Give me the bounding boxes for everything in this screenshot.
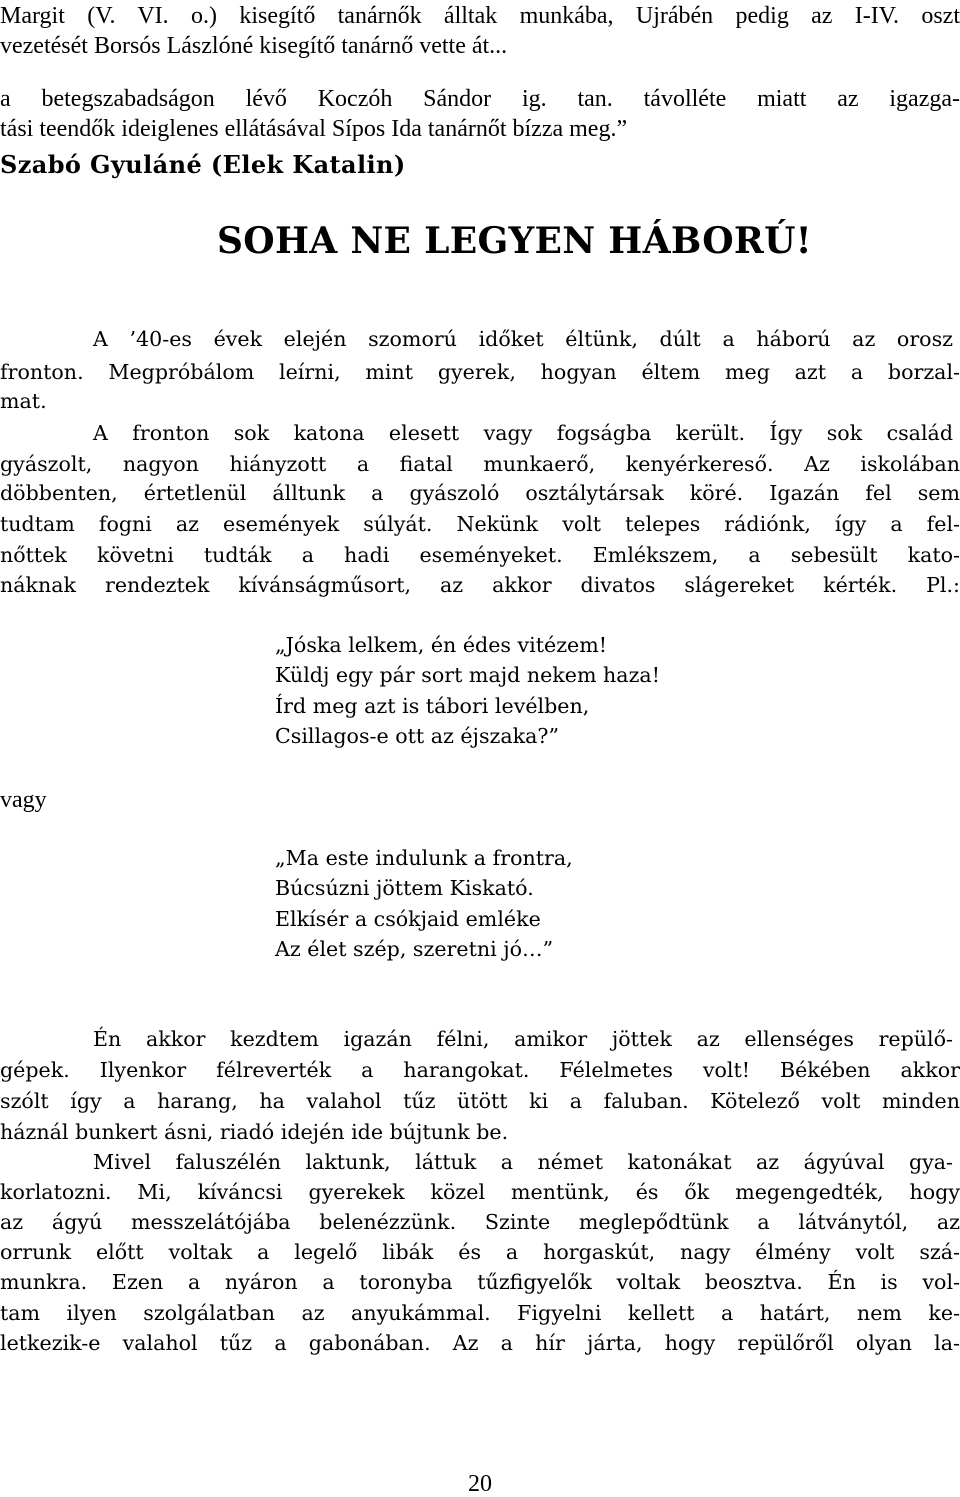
- para4-line-5: munkra. Ezen a nyáron a toronyba tűzfigyelők voltak beosztva. Én is vol-: [0, 1270, 960, 1294]
- signature: Szabó Gyuláné (Elek Katalin): [0, 150, 406, 179]
- para1-line-1: A ’40-es évek elején szomorú időket éltünk, dúlt a háború az orosz: [93, 327, 953, 351]
- para3-line-4: háznál bunkert ásni, riadó idején ide bújtunk be.: [0, 1120, 509, 1144]
- intro-line-4: tási teendők ideiglenes ellátásával Sípos Ida tanárnőt bízza meg.”: [0, 116, 628, 142]
- para4-line-3: az ágyú messzelátójába belenézzünk. Szinte meglepődtünk a látványtól, az: [0, 1210, 960, 1234]
- page-title: SOHA NE LEGYEN HÁBORÚ!: [217, 220, 812, 262]
- connector-text: vagy: [0, 787, 47, 813]
- intro-line-1: Margit (V. VI. o.) kisegítő tanárnők álltak munkába, Ujrábén pedig az I-IV. oszt: [0, 3, 960, 29]
- para2-line-4: tudtam fogni az események súlyát. Nekünk volt telepes rádiónk, így a fel-: [0, 512, 960, 536]
- para2-line-2: gyászolt, nagyon hiányzott a fiatal munkaerő, kenyérkereső. Az iskolában: [0, 452, 960, 476]
- para4-line-1: Mivel faluszélén laktunk, láttuk a német katonákat az ágyúval gya-: [93, 1150, 953, 1174]
- verse2-line-3: Elkísér a csókjaid emléke: [275, 907, 541, 931]
- verse1-line-2: Küldj egy pár sort majd nekem haza!: [275, 663, 660, 687]
- para2-line-1: A fronton sok katona elesett vagy fogságba került. Így sok család: [93, 421, 953, 445]
- intro-line-2: vezetését Borsós Lászlóné kisegítő tanárnő vette át...: [0, 33, 508, 59]
- para3-line-3: szólt így a harang, ha valahol tűz ütött ki a faluban. Kötelező volt minden: [0, 1089, 960, 1113]
- para1-line-3: mat.: [0, 389, 47, 413]
- para3-line-2: gépek. Ilyenkor félreverték a harangokat. Félelmetes volt! Békében akkor: [0, 1058, 960, 1082]
- para4-line-6: tam ilyen szolgálatban az anyukámmal. Figyelni kellett a határt, nem ke-: [0, 1301, 960, 1325]
- verse1-line-3: Írd meg azt is tábori levélben,: [275, 694, 590, 718]
- para2-line-6: náknak rendeztek kívánságműsort, az akkor divatos slágereket kérték. Pl.:: [0, 573, 960, 597]
- verse1-line-4: Csillagos-e ott az éjszaka?”: [275, 724, 559, 748]
- verse2-line-2: Búcsúzni jöttem Kiskató.: [275, 876, 534, 900]
- verse1-line-1: „Jóska lelkem, én édes vitézem!: [275, 633, 608, 657]
- para2-line-5: nőttek követni tudták a hadi eseményeket. Emlékszem, a sebesült kato-: [0, 543, 960, 567]
- intro-line-3: a betegszabadságon lévő Koczóh Sándor ig. tan. távolléte miatt az igazga-: [0, 86, 960, 112]
- para4-line-4: orrunk előtt voltak a legelő libák és a horgaskút, nagy élmény volt szá-: [0, 1240, 960, 1264]
- para1-line-2: fronton. Megpróbálom leírni, mint gyerek, hogyan éltem meg azt a borzal-: [0, 360, 960, 384]
- para3-line-1: Én akkor kezdtem igazán félni, amikor jöttek az ellenséges repülő-: [93, 1027, 953, 1051]
- para2-line-3: döbbenten, értetlenül álltunk a gyászoló osztálytársak köré. Igazán fel sem: [0, 481, 960, 505]
- page-number: 20: [468, 1471, 492, 1497]
- para4-line-7: letkezik-e valahol tűz a gabonában. Az a hír járta, hogy repülőről olyan la-: [0, 1331, 960, 1355]
- para4-line-2: korlatozni. Mi, kíváncsi gyerekek közel mentünk, és ők megengedték, hogy: [0, 1180, 960, 1204]
- verse2-line-1: „Ma este indulunk a frontra,: [275, 846, 573, 870]
- verse2-line-4: Az élet szép, szeretni jó…”: [275, 937, 554, 961]
